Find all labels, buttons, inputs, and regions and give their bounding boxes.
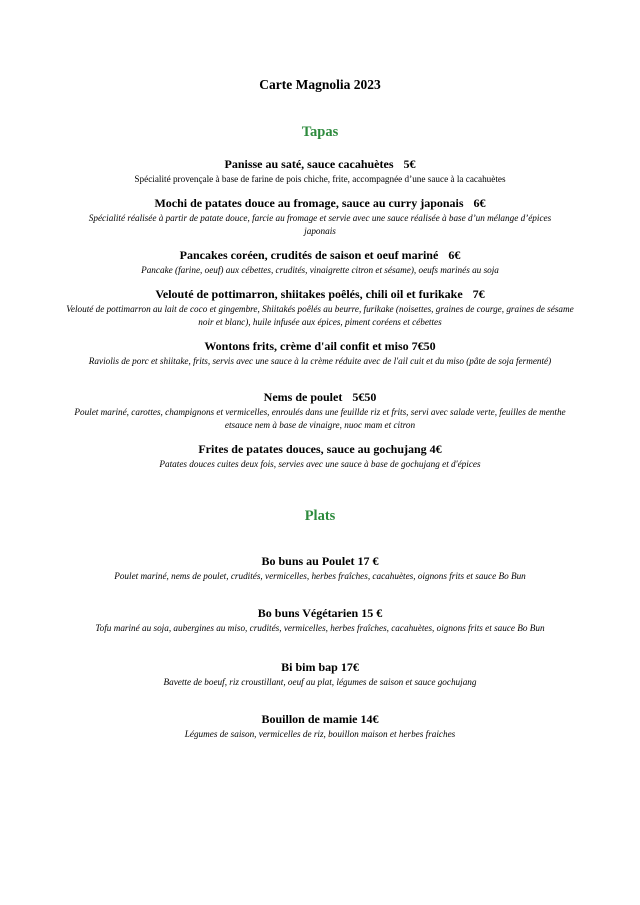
menu-item [60, 554, 580, 583]
item-description: Poulet mariné, carottes, champignons et vermicelles, enroulés dans une feuillde riz et frits, servi avec salade verte, feuilles de menthe etsauce nem à base de vinaigre, nuoc mam et citron [74, 407, 566, 430]
item-description: Spécialité provençale à base de farine de pois chiche, frite, accompagnée d’une sauce à la cacahuètes [134, 174, 506, 184]
item-description: Pancake (farine, oeuf) aux cébettes, crudités, vinaigrette citron et sésame), oeufs marinés au soja [141, 265, 499, 275]
menu-item [70, 712, 570, 741]
section-heading-plats: Plats [304, 508, 336, 524]
item-description: Bavette de boeuf, riz croustillant, oeuf au plat, légumes de saison et sauce gochujang [163, 677, 477, 687]
item-price: 6€ [448, 248, 461, 262]
item-name: Velouté de pottimarron, shiitakes poêlés, chili oil et furikake 7€ [155, 287, 485, 301]
item-name: Mochi de patates douce au fromage, sauce au curry japonais 6€ [154, 196, 486, 210]
item-name: Panisse au saté, sauce cacahuètes 5€ [224, 157, 416, 171]
item-description: Poulet mariné, nems de poulet, crudités, vermicelles, herbes fraîches, cacahuètes, oignons frits et sauce Bo Bun [114, 571, 526, 581]
item-description: Raviolis de porc et shiitake, frits, servis avec une sauce à la crème réduite avec de l'ail cuit et du miso (pâte de soja fermenté) [88, 356, 552, 366]
menu-item [70, 442, 570, 471]
item-name: Bouillon de mamie 14€ [261, 712, 379, 726]
menu-item [70, 196, 570, 237]
item-price: 6€ [473, 196, 486, 210]
section-heading-tapas: Tapas [301, 124, 339, 140]
item-price: 7€ [472, 287, 485, 301]
item-price: 5€ [403, 157, 416, 171]
menu-item [70, 157, 570, 186]
menu-item [60, 287, 580, 328]
item-name: Bo buns au Poulet 17 € [261, 554, 379, 568]
menu-item [70, 248, 570, 277]
item-description: Spécialité réalisée à partir de patate douce, farcie au fromage et servie avec une sauce réalisée à base d’un mélange d’épices japonais [88, 213, 552, 236]
item-name: Wontons frits, crème d'ail confit et miso 7€50 [204, 339, 436, 353]
item-description: Légumes de saison, vermicelles de riz, bouillon maison et herbes fraiches [184, 729, 456, 739]
item-price: 5€50 [352, 390, 377, 404]
menu-title: Carte Magnolia 2023 [259, 77, 381, 92]
item-name: Bi bim bap 17€ [281, 660, 359, 674]
item-name: Pancakes coréen, crudités de saison et oeuf mariné 6€ [179, 248, 461, 262]
menu-item [60, 339, 580, 368]
item-name: Nems de poulet 5€50 [263, 390, 377, 404]
menu-item [70, 606, 570, 635]
menu-item [70, 660, 570, 689]
item-name: Frites de patates douces, sauce au gochujang 4€ [198, 442, 442, 456]
item-name: Bo buns Végétarien 15 € [257, 606, 383, 620]
item-description: Tofu mariné au soja, aubergines au miso, crudités, vermicelles, herbes fraîches, cacahuètes, oignons frits et sauce Bo Bun [95, 623, 545, 633]
item-description: Patates douces cuites deux fois, servies avec une sauce à base de gochujang et d'épices [159, 459, 481, 469]
menu-item [70, 390, 570, 431]
item-description: Velouté de pottimarron au lait de coco et gingembre, Shiitakés poêlés au beurre, furikake (noisettes, graines de courge, graines de sésame noir et blanc), huile infusée aux épices, piment coréens et cébettes [66, 304, 574, 327]
